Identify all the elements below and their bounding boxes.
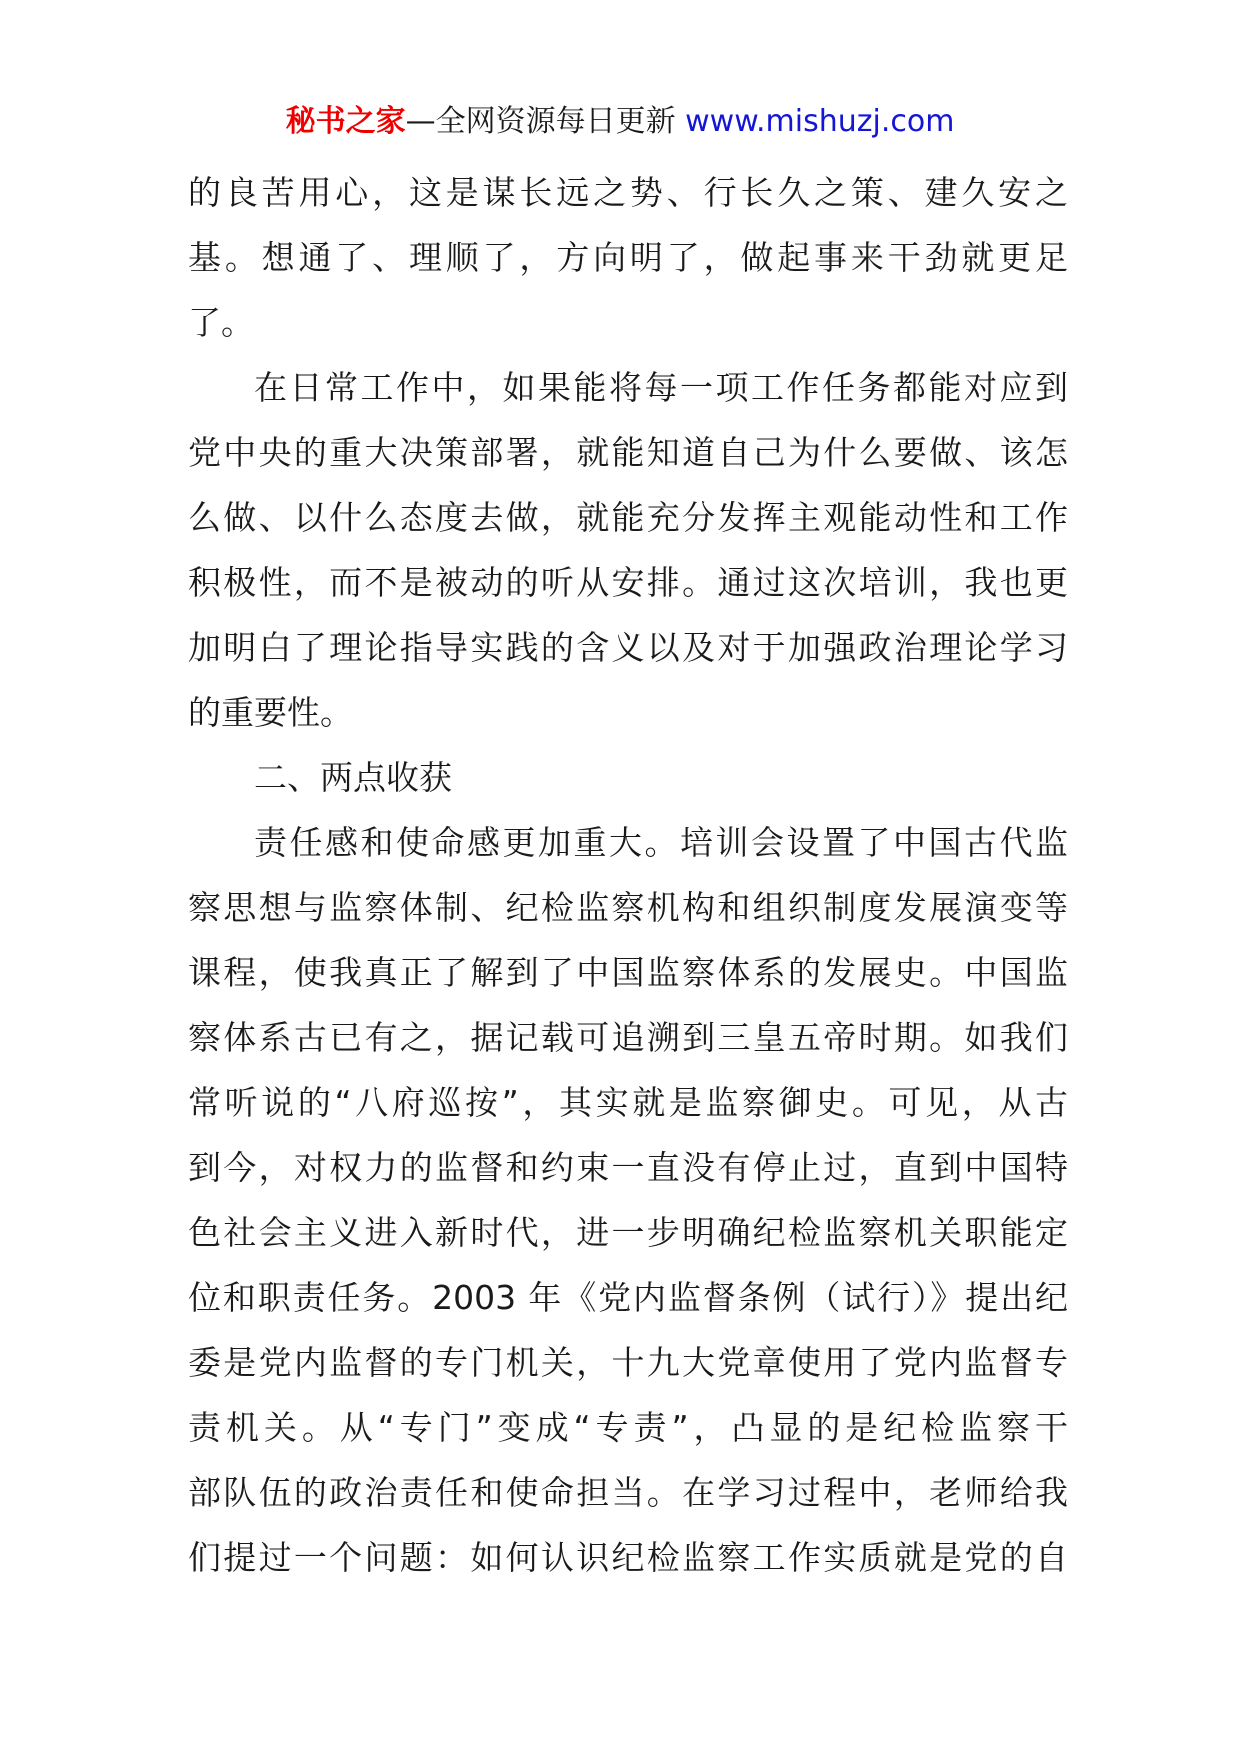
text-line: 课程，使我真正了解到了中国监察体系的发展史。中国监 [188,953,1068,992]
text-line: 的良苦用心，这是谋长远之势、行长久之策、建久安之 [188,173,1068,212]
text-line: 在日常工作中，如果能将每一项工作任务都能对应到 [254,368,1068,407]
text-line: 常听说的“八府巡按”，其实就是监察御史。可见，从古 [188,1083,1068,1122]
text-line: 色社会主义进入新时代，进一步明确纪检监察机关职能定 [188,1213,1068,1252]
header-tagline: —全网资源每日更新 [405,104,676,139]
text-line: 积极性，而不是被动的听从安排。通过这次培训，我也更 [188,563,1068,602]
text-line: 责机关。从“专门”变成“专责”，凸显的是纪检监察干 [188,1408,1068,1447]
text-line: 么做、以什么态度去做，就能充分发挥主观能动性和工作 [188,498,1068,537]
brand-name: 秘书之家 [285,104,406,139]
text-line: 部队伍的政治责任和使命担当。在学习过程中，老师给我 [188,1473,1068,1512]
text-line: 委是党内监督的专门机关，十九大党章使用了党内监督专 [188,1343,1068,1382]
text-line: 加明白了理论指导实践的含义以及对于加强政治理论学习 [188,628,1068,667]
site-url-link[interactable]: www.mishuzj.com [685,104,955,139]
text-line: 位和职责任务。2003 年《党内监督条例（试行）》提出纪 [188,1278,1068,1317]
text-line: 了。 [188,303,254,342]
text-line: 们提过一个问题：如何认识纪检监察工作实质就是党的自 [188,1538,1068,1577]
text-line: 到今，对权力的监督和约束一直没有停止过，直到中国特 [188,1148,1068,1187]
text-line: 察体系古已有之，据记载可追溯到三皇五帝时期。如我们 [188,1018,1068,1057]
text-line: 责任感和使命感更加重大。培训会设置了中国古代监 [254,823,1068,862]
text-line: 的重要性。 [188,693,353,732]
text-line: 党中央的重大决策部署，就能知道自己为什么要做、该怎 [188,433,1068,472]
document-body [188,160,1068,1590]
site-header [0,100,1240,144]
text-line: 基。想通了、理顺了，方向明了，做起事来干劲就更足 [188,238,1068,277]
section-heading: 二、两点收获 [254,758,452,797]
text-line: 察思想与监察体制、纪检监察机构和组织制度发展演变等 [188,888,1068,927]
